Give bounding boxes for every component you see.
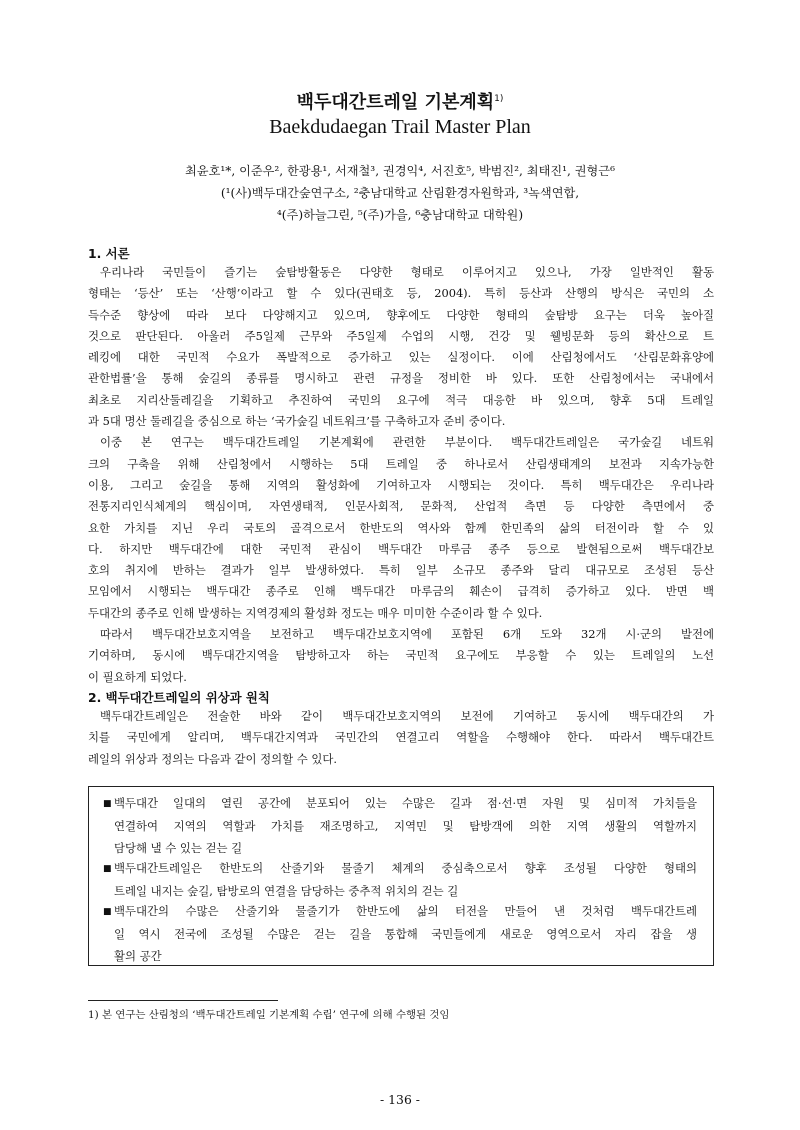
text-line: 백두대간트레일은 한반도의 산줄기와 물줄기 체계의 중심축으로서 향후 조성될 다양한 형태의: [114, 861, 697, 875]
text-line: 다. 하지만 백두대간에 대한 국민적 관심이 백두대간 마루금 종주 등으로 발현됨으로써 백두대간보: [88, 541, 714, 556]
footnote: 1) 본 연구는 산림청의 ‘백두대간트레일 기본계획 수립’ 연구에 의해 수행된 것임: [88, 1009, 450, 1021]
section-status-principles-body: [88, 706, 714, 770]
title-footnote-mark: 1): [494, 94, 504, 104]
text-line: 백두대간의 수많은 산줄기와 물줄기가 한반도에 삶의 터전을 만들어 낸 것처럼 백두대간트레: [114, 904, 697, 918]
section-heading-introduction: 1. 서론: [88, 246, 130, 261]
text-line: 요한 가치를 지닌 우리 국토의 골격으로서 한반도의 역사와 함께 한민족의 삶의 터전이라 할 수 있: [88, 520, 714, 535]
definition-item: [103, 901, 697, 967]
square-bullet-icon: ■: [103, 799, 112, 809]
text-line: 따라서 백두대간보호지역을 보전하고 백두대간보호지역에 포함된 6개 도와 32개 시·군의 발전에: [100, 627, 714, 642]
text-line: 기여하며, 동시에 백두대간지역을 탐방하고자 하는 국민적 요구에도 부응할 수 있는 트레일의 노선: [88, 648, 714, 663]
page-number: - 136 -: [380, 1092, 420, 1107]
square-bullet-icon: ■: [103, 907, 112, 917]
text-line: 호의 취지에 반하는 결과가 일부 발생하였다. 특히 일부 소규모 종주와 달리 대규모로 조성된 등산: [88, 563, 714, 578]
definition-item: [103, 793, 697, 859]
text-line: 득수준 향상에 따라 보다 다양해지고 있으며, 향후에도 다양한 형태의 숲탐방 요구는 더욱 높아질: [88, 307, 714, 322]
text-line: 전통지리인식체계의 핵심이며, 자연생태적, 인문사회적, 문화적, 산업적 측면 등 다양한 측면에서 중: [88, 499, 714, 514]
paper-title-english: Baekdudaegan Trail Master Plan: [269, 116, 531, 138]
text-line: 과 5대 명산 둘레길을 중심으로 하는 ‘국가숲길 네트워크’를 구축하고자 준비 중이다.: [88, 414, 506, 429]
text-line: 레킹에 대한 국민적 수요가 폭발적으로 증가하고 있는 실정이다. 이에 산림청에서도 ‘산림문화휴양에: [88, 350, 714, 365]
definition-box: [88, 786, 714, 966]
footnote-divider: [88, 1000, 278, 1001]
text-line: 최초로 지리산둘레길을 기획하고 추진하여 국민의 요구에 적극 대응한 바 있으며, 향후 5대 트레일: [88, 392, 714, 407]
text-line: 치를 국민에게 알리며, 백두대간지역과 국민간의 연결고리 역할을 수행해야 한다. 따라서 백두대간트: [88, 730, 714, 745]
section-heading-status-principles: 2. 백두대간트레일의 위상과 원칙: [88, 690, 270, 705]
text-line: 이중 본 연구는 백두대간트레일 기본계획에 관련한 부분이다. 백두대간트레일은 국가숲길 네트워: [100, 435, 714, 450]
author-list: 최윤호¹*, 이준우², 한광용¹, 서재철³, 권경익⁴, 서진호⁵, 박범진², 최태진¹, 권형근⁶: [185, 164, 615, 178]
text-line: 우리나라 국민들이 즐기는 숲탐방활동은 다양한 형태로 이루어지고 있으나, 가장 일반적인 활동: [100, 265, 714, 279]
square-bullet-icon: ■: [103, 864, 112, 874]
text-line: 백두대간트레일은 전술한 바와 같이 백두대간보호지역의 보전에 기여하고 동시에 백두대간의 가: [100, 709, 714, 723]
section-introduction-body: [88, 262, 714, 688]
text-line: 활의 공간: [114, 948, 162, 963]
paper-title-korean: [0, 88, 800, 114]
author-block: [0, 160, 800, 226]
text-line: 모임에서 시행되는 백두대간 종주로 인해 백두대간 마루금의 훼손이 급격히 증가하고 있다. 반면 백: [88, 584, 714, 599]
definition-item: [103, 858, 697, 903]
text-line: 두대간의 종주로 인해 발생하는 지역경제의 활성화 정도는 매우 미미한 수준이라 할 수 있다.: [88, 605, 543, 620]
text-line: 연결하여 지역의 역할과 가치를 재조명하고, 지역민 및 탐방객에 의한 지역 생활의 역할까지: [114, 818, 697, 833]
text-line: 이용, 그리고 숲길을 통해 지역의 활성화에 기여하고자 시행되는 것이다. 특히 백두대간은 우리나라: [88, 477, 714, 492]
text-line: 백두대간 일대의 열린 공간에 분포되어 있는 수많은 길과 점·선·면 자원 및 심미적 가치들을: [114, 796, 697, 810]
text-line: 관한법률’을 통해 숲길의 종류를 명시하고 관련 규정을 정비한 바 있다. 또한 산림청에서는 국내에서: [88, 371, 714, 386]
affiliation-line-2: ⁴(주)하늘그린, ⁵(주)가을, ⁶충남대학교 대학원): [276, 208, 524, 222]
text-line: 것으로 판단된다. 아울러 주5일제 근무와 주5일제 수업의 시행, 건강 및 웰빙문화 등의 확산으로 트: [88, 328, 714, 343]
text-line: 이 필요하게 되었다.: [88, 669, 187, 684]
text-line: 형태는 ‘등산’ 또는 ‘산행’이라고 할 수 있다(권태호 등, 2004). 특히 등산과 산행의 방식은 국민의 소: [88, 286, 714, 301]
affiliation-line-1: (¹(사)백두대간숲연구소, ²충남대학교 산림환경자원학과, ³녹색연합,: [220, 186, 580, 200]
text-line: 트레일 내지는 숲길, 탐방로의 연결을 담당하는 중추적 위치의 걷는 길: [114, 883, 459, 898]
text-line: 일 역시 전국에 조성될 수많은 걷는 길을 통합해 국민들에게 새로운 영역으로서 자리 잡을 생: [114, 926, 697, 941]
text-line: 크의 구축을 위해 산림청에서 시행하는 5대 트레일 중 하나로서 산림생태계의 보전과 지속가능한: [88, 456, 714, 471]
text-line: 담당해 낼 수 있는 걷는 길: [114, 840, 243, 855]
paper-title-korean-text: 백두대간트레일 기본계획: [296, 92, 495, 113]
text-line: 레일의 위상과 정의는 다음과 같이 정의할 수 있다.: [88, 751, 338, 766]
